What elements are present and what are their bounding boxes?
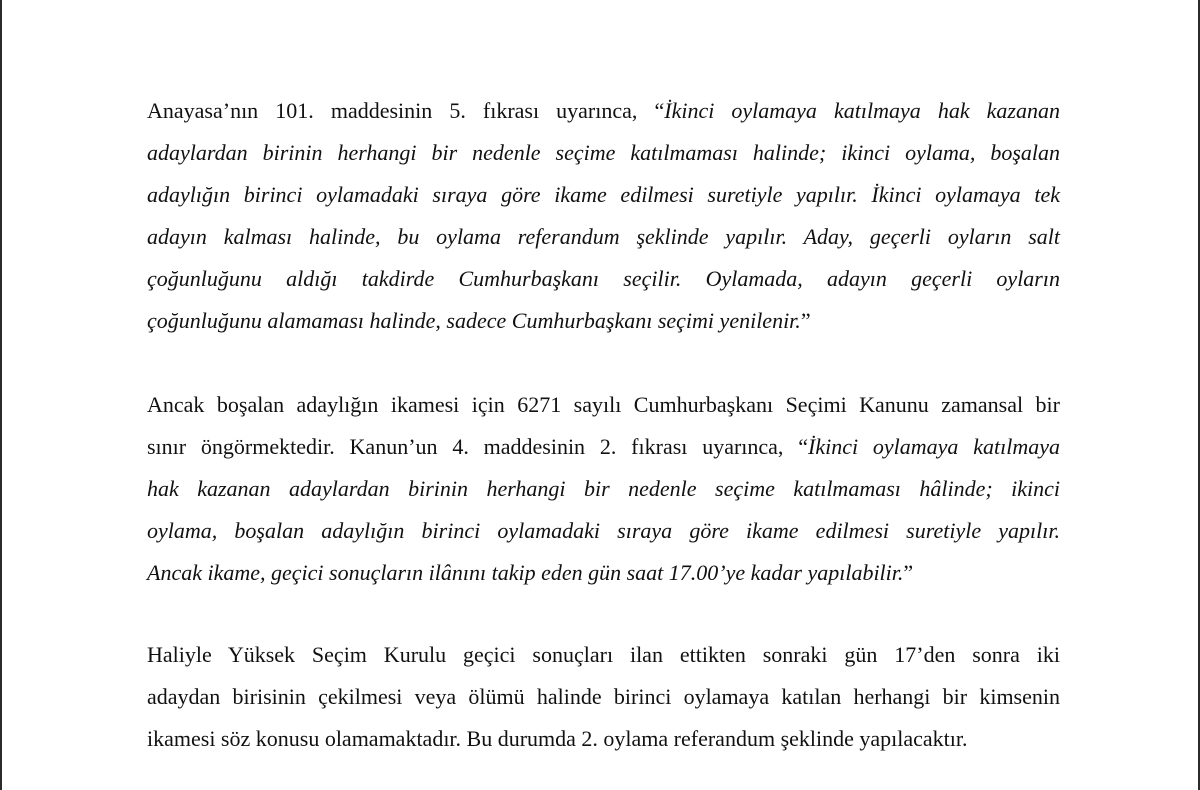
quoted-text: çoğunluğunu aldığı takdirde Cumhurbaşkanı seçilir. Oylamada, adayın geçerli oyların <box>147 266 1060 291</box>
paragraph-text: sınır öngörmektedir. Kanun’un 4. maddesinin 2. fıkrası uyarınca, “ <box>147 434 808 459</box>
paragraph-1-line-1 <box>147 90 1060 132</box>
paragraph-3-line-2 <box>147 676 1060 718</box>
paragraph-text: adaydan birisinin çekilmesi veya ölümü halinde birinci oylamaya katılan herhangi bir kimsenin <box>147 684 1060 709</box>
paragraph-3-line-1 <box>147 634 1060 676</box>
quoted-text: adayın kalması halinde, bu oylama referandum şeklinde yapılır. Aday, geçerli oyların salt <box>147 224 1060 249</box>
paragraph-text: Haliyle Yüksek Seçim Kurulu geçici sonuçları ilan ettikten sonraki gün 17’den sonra iki <box>147 642 1060 667</box>
paragraph-1-line-4 <box>147 216 1060 258</box>
paragraph-1-line-5 <box>147 258 1060 300</box>
quoted-text: İkinci oylamaya katılmaya hak kazanan <box>664 98 1060 123</box>
quoted-text: adaylığın birinci oylamadaki sıraya göre ikame edilmesi suretiyle yapılır. İkinci oylamaya tek <box>147 182 1060 207</box>
paragraph-text: ikamesi söz konusu olamamaktadır. Bu durumda 2. oylama referandum şeklinde yapılacaktır. <box>147 726 968 751</box>
closing-quote: ” <box>800 308 811 333</box>
quoted-text: İkinci oylamaya katılmaya <box>808 434 1060 459</box>
paragraph-2-line-1 <box>147 384 1060 426</box>
quoted-text: hak kazanan adaylardan birinin herhangi bir nedenle seçime katılmaması hâlinde; ikinci <box>147 476 1060 501</box>
paragraph-1-line-2 <box>147 132 1060 174</box>
paragraph-2-line-5 <box>147 552 1060 594</box>
closing-quote: ” <box>903 560 914 585</box>
paragraph-1-line-6 <box>147 300 1060 342</box>
paragraph-text: Ancak boşalan adaylığın ikamesi için 6271 sayılı Cumhurbaşkanı Seçimi Kanunu zamansal bir <box>147 392 1060 417</box>
paragraph-3-line-3 <box>147 718 1060 760</box>
paragraph-1-line-3 <box>147 174 1060 216</box>
quoted-text: Ancak ikame, geçici sonuçların ilânını takip eden gün saat 17.00’ye kadar yapılabilir. <box>147 560 904 585</box>
quoted-text: oylama, boşalan adaylığın birinci oylamadaki sıraya göre ikame edilmesi suretiyle yapılır. <box>147 518 1060 543</box>
paragraph-2-line-4 <box>147 510 1060 552</box>
paragraph-2-line-2 <box>147 426 1060 468</box>
quoted-text: çoğunluğunu alamaması halinde, sadece Cumhurbaşkanı seçimi yenilenir. <box>147 308 801 333</box>
quoted-text: adaylardan birinin herhangi bir nedenle seçime katılmaması halinde; ikinci oylama, boşalan <box>147 140 1060 165</box>
paragraph-2-line-3 <box>147 468 1060 510</box>
paragraph-text: Anayasa’nın 101. maddesinin 5. fıkrası uyarınca, “ <box>147 98 665 123</box>
